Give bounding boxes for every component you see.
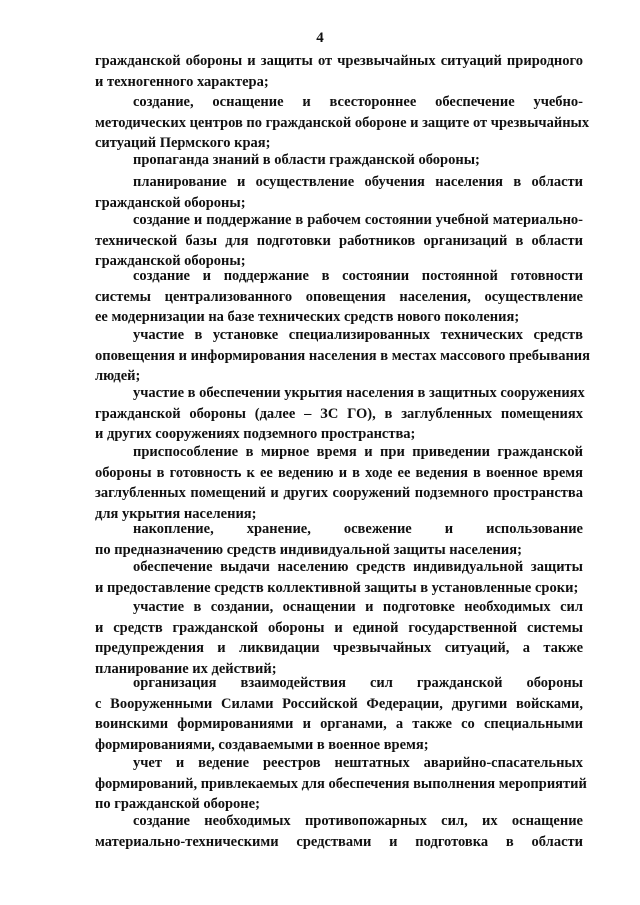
text-line: формирований, привлекаемых для обеспечения выполнения мероприятий: [95, 775, 587, 792]
text-line: оповещения и информирования населения в местах массового пребывания: [95, 347, 591, 364]
text-line: гражданской обороны;: [95, 253, 246, 270]
paragraph-5: [95, 210, 583, 272]
paragraph-2: [95, 92, 590, 154]
paragraph-13: [95, 673, 583, 755]
text-line: воинскими формированиями и органами, а также со специальными: [95, 716, 583, 733]
paragraph-14: [95, 753, 587, 815]
paragraph-1: [95, 51, 583, 92]
text-line: участие в обеспечении укрытия населения в защитных сооружениях: [133, 385, 585, 401]
paragraph-4: [95, 172, 583, 213]
text-line: создание необходимых противопожарных сил, их оснащение: [133, 813, 583, 829]
paragraph-8: [95, 383, 583, 445]
paragraph-9: [95, 442, 583, 524]
text-line: материально-техническими средствами и подготовка в области: [95, 833, 583, 850]
text-line: технической базы для подготовки работников организаций в области: [95, 232, 583, 249]
text-line: системы централизованного оповещения населения, осуществление: [95, 288, 583, 305]
text-line: ситуаций Пермского края;: [95, 135, 271, 152]
text-line: и техногенного характера;: [95, 73, 269, 90]
text-line: заглубленных помещений и других сооружений подземного пространства: [95, 485, 583, 502]
text-line: и средств гражданской обороны и единой государственной системы: [95, 619, 583, 636]
text-line: создание и поддержание в рабочем состоянии учебной материально-: [133, 212, 583, 228]
text-line: создание и поддержание в состоянии постоянной готовности: [133, 268, 583, 284]
text-line: и других сооружениях подземного пространства;: [95, 426, 416, 443]
paragraph-7: [95, 325, 591, 387]
paragraph-3: [95, 150, 583, 171]
text-line: ее модернизации на базе технических средств нового поколения;: [95, 309, 520, 326]
text-line: с Вооруженными Силами Российской Федерации, другими войсками,: [95, 695, 583, 712]
text-line: по предназначению средств индивидуальной защиты населения;: [95, 541, 522, 558]
text-line: планирование и осуществление обучения населения в области: [133, 174, 583, 190]
text-line: приспособление в мирное время и при приведении гражданской: [133, 444, 583, 460]
text-line: организация взаимодействия сил гражданской обороны: [133, 675, 583, 691]
text-line: пропаганда знаний в области гражданской обороны;: [133, 152, 480, 168]
text-line: гражданской обороны;: [95, 194, 246, 211]
paragraph-12: [95, 597, 583, 679]
paragraph-11: [95, 557, 583, 598]
text-line: гражданской обороны и защиты от чрезвычайных ситуаций природного: [95, 53, 583, 69]
text-line: обеспечение выдачи населению средств индивидуальной защиты: [133, 559, 583, 575]
text-line: людей;: [95, 368, 141, 385]
paragraph-15: [95, 811, 583, 852]
paragraph-6: [95, 266, 583, 328]
text-line: формированиями, создаваемыми в военное время;: [95, 736, 429, 753]
text-line: накопление, хранение, освежение и использование: [133, 521, 583, 537]
text-line: предупреждения и ликвидации чрезвычайных ситуаций, а также: [95, 640, 583, 657]
text-line: обороны в готовность к ее ведению и в ходе ее ведения в военное время: [95, 464, 583, 481]
text-line: участие в установке специализированных технических средств: [133, 327, 583, 343]
page-number: 4: [316, 30, 324, 46]
text-line: по гражданской обороне;: [95, 796, 260, 813]
paragraph-10: [95, 519, 583, 560]
text-line: планирование их действий;: [95, 660, 277, 677]
text-line: участие в создании, оснащении и подготовке необходимых сил: [133, 599, 583, 615]
text-line: гражданской обороны (далее – ЗС ГО), в заглубленных помещениях: [95, 405, 583, 422]
text-line: и предоставление средств коллективной защиты в установленные сроки;: [95, 579, 579, 596]
text-line: методических центров по гражданской обороне и защите от чрезвычайных: [95, 114, 590, 131]
text-line: создание, оснащение и всестороннее обеспечение учебно-: [133, 94, 583, 110]
text-line: учет и ведение реестров нештатных аварийно-спасательных: [133, 755, 583, 771]
text-line: для укрытия населения;: [95, 505, 257, 522]
